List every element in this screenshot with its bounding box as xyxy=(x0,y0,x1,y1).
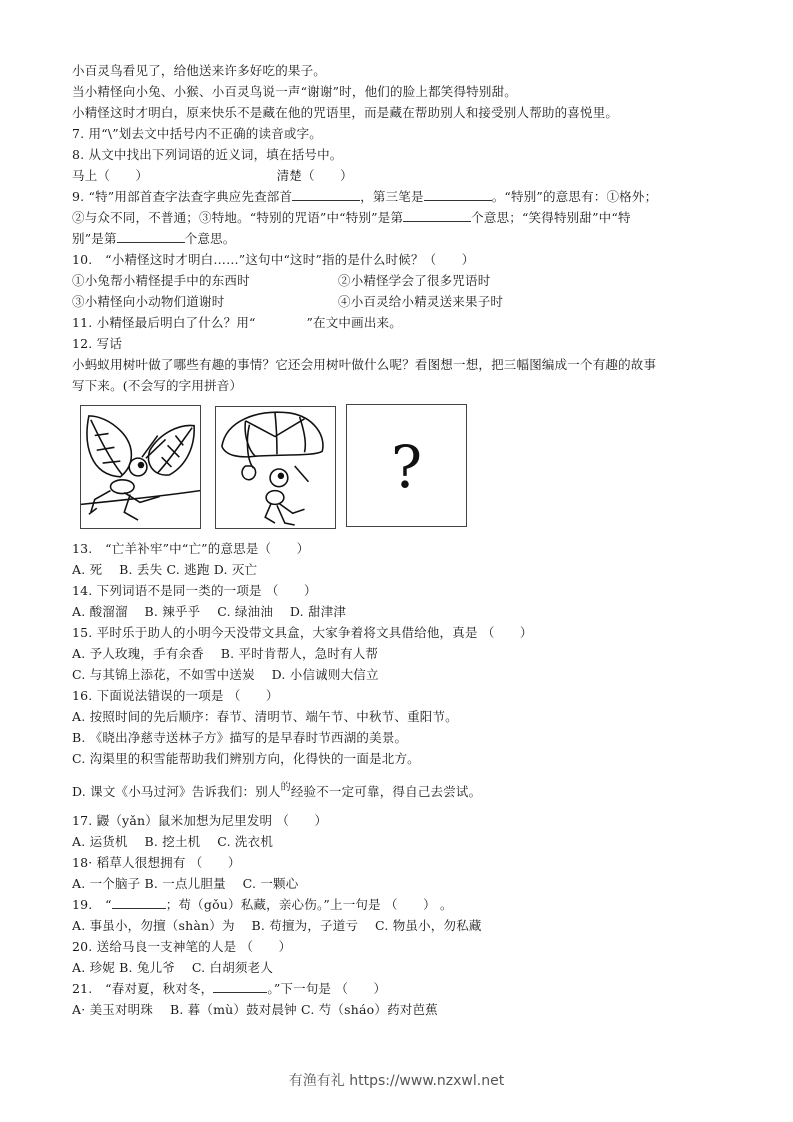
q10-option-2: ②小精怪学会了很多咒语时 xyxy=(338,273,491,288)
question-16-stem: 16. 下面说法错误的一项是 （ ） xyxy=(72,688,279,703)
picture-question-mark xyxy=(346,404,467,527)
question-21-stem: 21. “春对夏，秋对冬， 。”下一句是 （ ） xyxy=(72,978,732,999)
question-16-option-a: A. 按照时间的先后顺序：春节、清明节、端午节、中秋节、重阳节。 xyxy=(72,709,458,724)
question-9-line-3: 别”是第 个意思。 xyxy=(72,228,732,249)
passage-line-3: 小精怪这时才明白，原来快乐不是藏在他的咒语里，而是藏在帮助别人和接受别人帮助的喜悦里。 xyxy=(72,105,619,120)
question-12-body-1: 小蚂蚁用树叶做了哪些有趣的事情？它还会用树叶做什么呢？看图想一想，把三幅图编成一个有趣的故事 xyxy=(72,357,657,372)
question-mark-icon: ? xyxy=(390,433,423,501)
passage-line-2: 当小精怪向小兔、小猴、小百灵鸟说一声“谢谢”时，他们的脸上都笑得特别甜。 xyxy=(72,84,517,99)
answer-blank[interactable] xyxy=(403,207,471,222)
q8-item-2: 清楚（ ） xyxy=(276,168,353,183)
picture-ant-leaf-umbrella xyxy=(215,406,336,529)
question-8-items xyxy=(72,165,732,186)
ant-leaf-wings-illustration xyxy=(81,406,200,528)
question-10-stem: 10. “小精怪这时才明白……”这句中“这时”指的是什么时候？（ ） xyxy=(72,252,475,267)
question-20-stem: 20. 送给马良一支神笔的人是 （ ） xyxy=(72,939,292,954)
question-11: 11. 小精怪最后明白了什么？用“ ”在文中画出来。 xyxy=(72,315,402,330)
question-17-options: A. 运货机 B. 挖土机 C. 洗衣机 xyxy=(72,834,274,849)
question-9-line-1: 9. “特”用部首查字法查字典应先查部首 ，第三笔是 。“特别”的意思有：①格外； xyxy=(72,186,732,207)
answer-blank[interactable] xyxy=(117,228,185,243)
question-17-stem: 17. 鼹（yǎn）鼠米加想为尼里发明 （ ） xyxy=(72,813,328,828)
question-19-options: A. 事虽小，勿擅（shàn）为 B. 苟擅为，子道亏 C. 物虽小，勿私藏 xyxy=(72,918,482,933)
question-18-options: A. 一个脑子 B. 一点儿胆量 C. 一颗心 xyxy=(72,876,299,891)
question-16-option-b: B. 《晓出净慈寺送林子方》描写的是早春时节西湖的美景。 xyxy=(72,730,408,745)
question-10-options-row-2 xyxy=(72,291,732,312)
question-7: 7. 用“\”划去文中括号内不正确的读音或字。 xyxy=(72,126,322,141)
ant-leaf-umbrella-illustration xyxy=(216,407,335,528)
answer-blank[interactable] xyxy=(112,894,166,909)
q10-option-4: ④小百灵给小精灵送来果子时 xyxy=(338,294,504,309)
question-18-stem: 18· 稻草人很想拥有 （ ） xyxy=(72,855,241,870)
question-21-options: A· 美玉对明珠 B. 暮（mù）鼓对晨钟 C. 芍（sháo）药对芭蕉 xyxy=(72,1002,438,1017)
question-12-stem: 12. 写话 xyxy=(72,336,123,351)
q10-option-1: ①小兔帮小精怪提手中的东西时 xyxy=(72,273,250,288)
question-14-options: A. 酸溜溜 B. 辣乎乎 C. 绿油油 D. 甜津津 xyxy=(72,604,347,619)
answer-blank[interactable] xyxy=(213,978,267,993)
q8-item-1: 马上（ ） xyxy=(72,168,149,183)
question-16-option-c: C. 沟渠里的积雪能帮助我们辨别方向，化得快的一面是北方。 xyxy=(72,751,420,766)
question-10-options-row-1 xyxy=(72,270,732,291)
answer-blank[interactable] xyxy=(424,186,492,201)
picture-ant-leaf-wings xyxy=(80,405,201,529)
question-8-stem: 8. 从文中找出下列词语的近义词，填在括号中。 xyxy=(72,147,343,162)
question-15-options-ab: A. 予人玫瑰，手有余香 B. 平时肯帮人，急时有人帮 xyxy=(72,646,379,661)
question-15-options-cd: C. 与其锦上添花，不如雪中送炭 D. 小信诚则大信立 xyxy=(72,667,379,682)
question-19-stem: 19. “ ；苟（gǒu）私藏，亲心伤。”上一句是 （ ） 。 xyxy=(72,894,732,915)
question-9-line-2: ②与众不同，不普通；③特地。“特别的咒语”中“特别”是第 个意思；“笑得特别甜”中“特 xyxy=(72,207,732,228)
passage-line-1: 小百灵鸟看见了，给他送来许多好吃的果子。 xyxy=(72,63,327,78)
question-13-stem: 13. “亡羊补牢”中“亡”的意思是（ ） xyxy=(72,541,310,556)
footer-watermark: 有渔有礼 https://www.nzxwl.net xyxy=(288,1073,505,1089)
question-20-options: A. 珍妮 B. 兔儿爷 C. 白胡须老人 xyxy=(72,960,274,975)
question-16-option-d: D. 课文《小马过河》告诉我们：别人$^的$经验不一定可靠，得自己去尝试。 xyxy=(72,782,482,799)
answer-blank[interactable] xyxy=(292,186,360,201)
question-12-body-2: 写下来。(不会写的字用拼音） xyxy=(72,378,243,393)
question-15-stem: 15. 平时乐于助人的小明今天没带文具盒，大家争着将文具借给他，真是 （ ） xyxy=(72,625,533,640)
question-14-stem: 14. 下列词语不是同一类的一项是 （ ） xyxy=(72,583,317,598)
q10-option-3: ③小精怪向小动物们道谢时 xyxy=(72,294,225,309)
question-13-options: A. 死 B. 丢失 C. 逃跑 D. 灭亡 xyxy=(72,562,258,577)
